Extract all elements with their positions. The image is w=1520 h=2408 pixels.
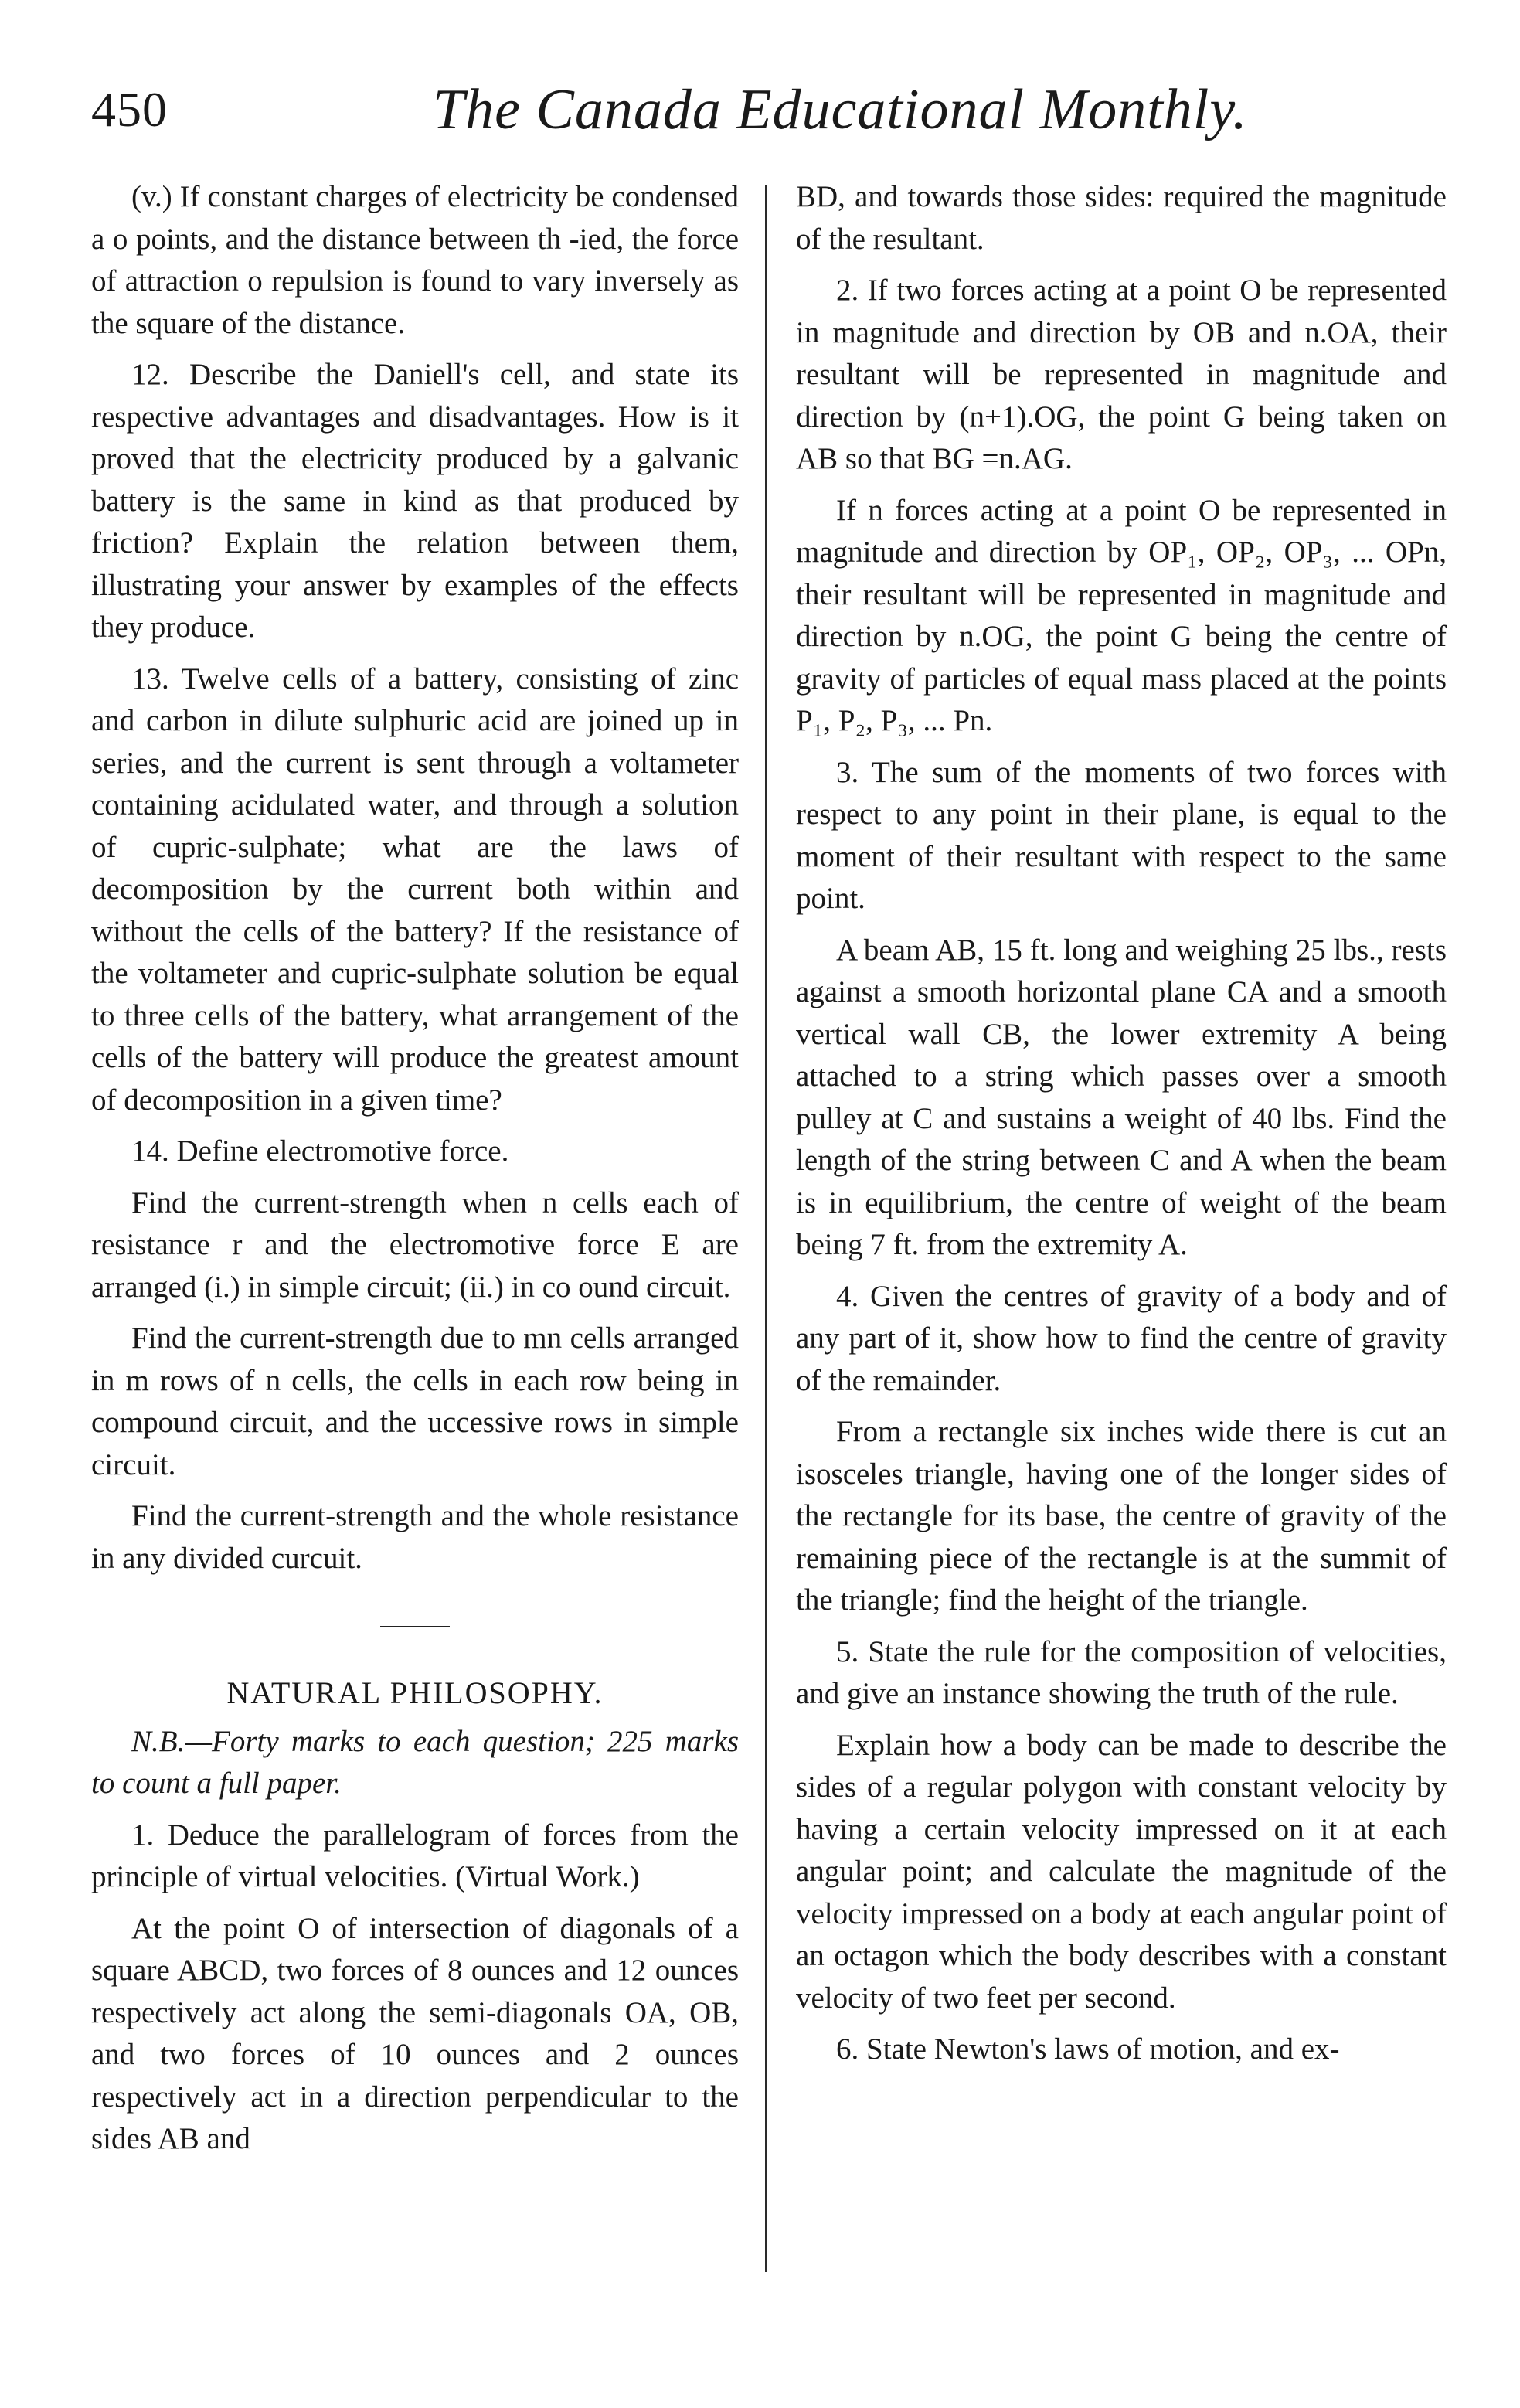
question-3: 3. The sum of the moments of two forces with respect to any point in their plane, is equal to the moment of their resultant with respect to the same point. (796, 755, 1447, 915)
question-2-part-b: If n forces acting at a point O be represented in magnitude and direction by OP₁, OP₂, OP₃, ... OPn, their resultant will be represented in magnitude and direction by n.OG, the point G being the centre of gravity of particles of equal mass placed at the points P₁, P₂, P₃, ... Pn. (796, 493, 1447, 737)
question-1: 1. Deduce the parallelogram of forces from the principle of virtual velocities. (Virtual Work.) (91, 1818, 739, 1893)
page-header (0, 0, 1520, 178)
question-4: 4. Given the centres of gravity of a body and of any part of it, show how to find the centre of gravity of the remainder. (796, 1279, 1447, 1397)
question-2: 2. If two forces acting at a point O be represented in magnitude and direction by OB and n.OA, their resultant will be represented in magnitude and direction by (n+1).OG, the point G being taken on AB so that BG =n.AG. (796, 274, 1447, 475)
question-14-part-c: Find the current-strength due to mn cells arranged in m rows of n cells, the cells in each row being in compound circuit, and the uccessive rows in simple circuit. (91, 1321, 739, 1481)
section-divider (380, 1626, 450, 1627)
running-title: The Canada Educational Monthly. (433, 78, 1248, 141)
question-5-part-b: Explain how a body can be made to describe the sides of a regular polygon with constant velocity by having a certain velocity impressed on it at each angular point; and calculate the magnitude of the velocity impressed on a body at each angular point of an octagon which the body describes with a constant velocity of two feet per second. (796, 1728, 1447, 2015)
marking-note: N.B.—Forty marks to each question; 225 marks to count a full paper. (91, 1724, 739, 1800)
question-13: 13. Twelve cells of a battery, consisting of zinc and carbon in dilute sulphuric acid are joined up in series, and the current is sent through a voltameter containing acidulated water, and through a solution of cupric-sulphate; what are the laws of decomposition by the current both within and without the cells of the battery? If the resistance of the voltameter and cupric-sulphate solution be equal to three cells of the battery, what arrangement of the cells of the battery will produce the greatest amount of decomposition in a given time? (91, 662, 739, 1117)
section-title: NATURAL PHILOSOPHY. (226, 1675, 604, 1710)
question-1-continued: BD, and towards those sides: required the magnitude of the resultant. (796, 180, 1447, 256)
column-divider (765, 185, 767, 2272)
question-6: 6. State Newton's laws of motion, and ex- (836, 2032, 1340, 2066)
question-14-part-b: Find the current-strength when n cells each of resistance r and the electromotive force E are arranged (i.) in simple circuit; (ii.) in co ound circuit. (91, 1185, 739, 1304)
question-1-part-b: At the point O of intersection of diagonals of a square ABCD, two forces of 8 ounces and 12 ounces respectively act along the semi-diagonals OA, OB, and two forces of 10 ounces and 2 ounces respectively act in a direction perpendicular to the sides AB and (91, 1911, 739, 2155)
right-column (796, 176, 1447, 2080)
page-number: 450 (91, 82, 168, 137)
question-14-part-d: Find the current-strength and the whole resistance in any divided curcuit. (91, 1499, 739, 1575)
question-14: 14. Define electromotive force. (131, 1134, 509, 1168)
question-4-part-b: From a rectangle six inches wide there is cut an isosceles triangle, having one of the longer sides of the rectangle for its base, the centre of gravity of the remaining piece of the rectangle is at the summit of the triangle; find the height of the triangle. (796, 1415, 1447, 1617)
paragraph-electricity-v: (v.) If constant charges of electricity be condensed a o points, and the distance between th -ied, the force of attraction o repulsion is found to vary inversely as the square of the distance. (91, 180, 739, 340)
question-3-part-b: A beam AB, 15 ft. long and weighing 25 lbs., rests against a smooth horizontal plane CA and a smooth vertical wall CB, the lower extremity A being attached to a string which passes over a smooth pulley at C and sustains a weight of 40 lbs. Find the length of the string between C and A when the beam is in equilibrium, the centre of weight of the beam being 7 ft. from the extremity A. (796, 933, 1447, 1261)
question-12: 12. Describe the Daniell's cell, and state its respective advantages and disadvantages. How is it proved that the electricity produced by a galvanic battery is the same in kind as that produced by friction? Explain the relation between them, illustrating your answer by examples of the effects they produce. (91, 358, 739, 644)
question-5: 5. State the rule for the composition of velocities, and give an instance showing the truth of the rule. (796, 1634, 1447, 1710)
left-column (91, 176, 739, 2170)
